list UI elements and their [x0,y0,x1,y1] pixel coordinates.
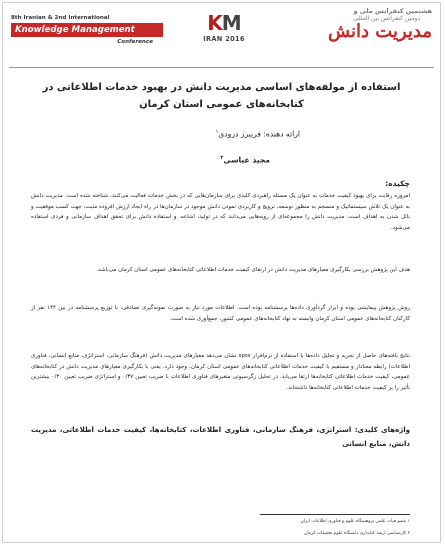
author-second-mark: ۲ [220,155,224,161]
conference-fa-title: مدیریت دانش [328,21,432,42]
author-presenter [216,129,300,139]
author-presenter-name: ارائه دهنده: فریبرز درودی [218,129,300,139]
abstract-heading: چکیده: [385,179,410,188]
conference-name-banner: Knowledge Management [11,23,163,37]
author-presenter-mark: ۱ [215,129,219,135]
conference-fa-line1: هشتمین کنفرانس ملی و [353,7,432,15]
km-logo-year: IRAN 2016 [203,35,245,43]
paper-title: استفاده از مولفه‌های اساسی مدیریت دانش در بهبود خدمات اطلاعاتی در کتابخانه‌های عمومی استان کرمان [42,82,401,110]
author-second-name: مجید عباسی [223,155,270,165]
paper-page [2,2,441,543]
conference-edition: 8th Iranian & 2nd International [11,15,110,21]
conference-fa-line2: دومین کنفرانس بین المللی [353,15,420,22]
km-logo-mark: KM [207,11,241,35]
abstract-paragraph: امروزه رقابت برای بهبود کیفیت خدمات به عنوان یک مسئله راهبردی کلیدی برای سازمان‌هایی که در بخش خدمات فعالیت می‌کنند، شناخته شده است. مدیریت دانش به عنوان یک تلاش سیستماتیک و منسجم به منظور توسعه، ترویج و کاربردی نمودن دانش موجود در سازمان‌ها در راه ایجاد ارزش افزوده مثبت، جهت کسب موفقیت و نائل شدن به اهداف است. مدیریت دانش را مجموعه‌ای از رویه‌هایی می‌دانند که در تولید، اشاعه، و استفاده دانش برای تحقق اهداف سازمانی و فردی استفاده می‌شود. [31,193,410,231]
conference-label: Conference [117,39,153,45]
footnote: ۲ کارشناسی ارشد کتابداری دانشگاه علوم تحقیقات کرمان [304,531,410,536]
author-second [220,155,270,165]
abstract-paragraph: هدف این پژوهش بررسی بکارگیری معیارهای مدیریت دانش در ارتقای کیفیت خدمات اطلاعاتی کتابخانه‌های عمومی استان کرمان می‌باشد. [96,267,410,273]
keywords: واژه‌های کلیدی: استراتژی، فرهنگ سازمانی، فناوری اطلاعات، کتابخانه‌ها، کیفیت خدمات اطلاعاتی، مدیریت دانش، منابع انسانی [31,426,410,448]
footnote: ۱ عضو هیات علمی پژوهشگاه علوم و فناوری اطلاعات ایران [300,519,410,524]
conference-banner-en [11,15,163,45]
abstract-paragraph: نتایج یافته‌های حاصل از تجزیه و تحلیل داده‌ها با استفاده از نرم‌افزار spss نشان می‌دهد معیارهای مدیریت دانش (فرهنگ سازمانی، استراتژی، منابع انسانی، فناوری اطلاعات) رابطه معنادار و مستقیم با کیفیت خدمات اطلاعاتی کتابخانه‌های عمومی استان کرمان، وجود دارد. یعنی با بکارگیری معیارهای مدیریت دانش در کتابخانه‌های عمومی، کیفیت خدمات اطلاعاتی کتابخانه‌ها ارتقا می‌یابد. در تحلیل رگرسیونی متغیرهای فناوری اطلاعات با ضریب تعیین ۰/۳۷ و استراتژی ضریب تعیین ۰/۳۰ بیشترین تأثیر را بر کیفیت خدمات اطلاعاتی کتابخانه‌ها داشته‌اند. [31,353,411,391]
footnote-divider [260,514,410,515]
header-divider [9,67,434,68]
conference-banner-fa [282,7,432,63]
abstract-paragraph: روش پژوهش پیمایشی بوده و ابزار گردآوری داده‌ها پرسشنامه بوده است. اطلاعات مورد نیاز به صورت نمونه‌گیری تصادفی، با توزیع پرسشنامه در بین ۱۴۴ نفر از کارکنان کتابخانه‌های عمومی استان کرمان وابسته به نهاد کتابخانه‌های عمومی کشور، جمع‌آوری شده است. [31,305,410,322]
km-logo [198,11,250,59]
